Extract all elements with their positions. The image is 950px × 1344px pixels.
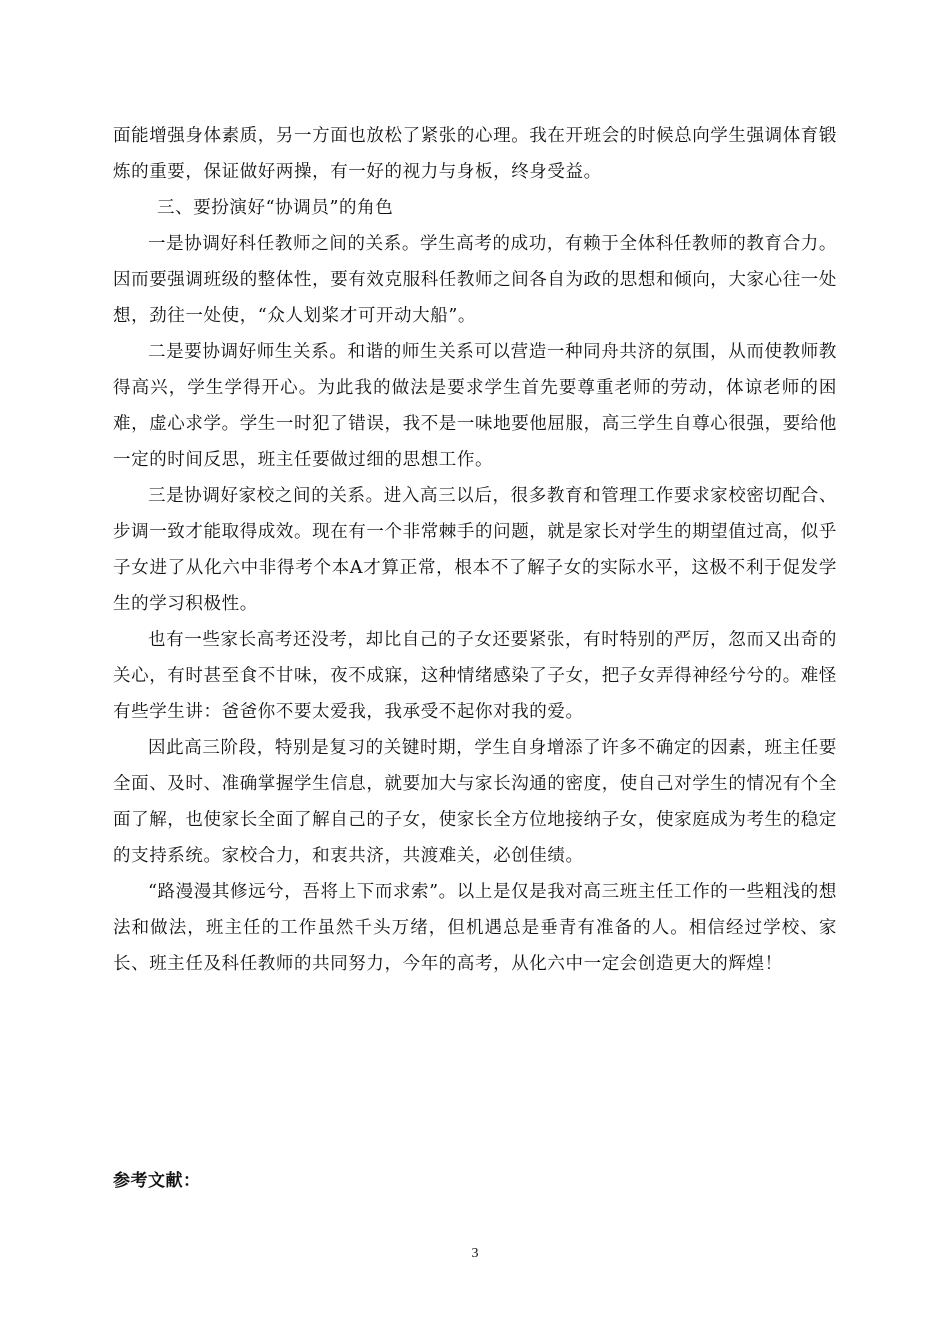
page-number: 3 [471,1246,479,1261]
paragraph: “路漫漫其修远兮，吾将上下而求索”。以上是仅是我对高三班主任工作的一些粗浅的想法和做法，班主任的工作虽然千头万绪，但机遇总是垂青有准备的人。相信经过学校、家长、班主任及科任教师的共同努力，今年的高考，从化六中一定会创造更大的辉煌！ [113,882,837,974]
paragraph: 也有一些家长高考还没考，却比自己的子女还要紧张，有时特别的严厉，忽而又出奇的关心，有时甚至食不甘味，夜不成寐，这种情绪感染了子女，把子女弄得神经兮兮的。难怪有些学生讲：爸爸你不要太爱我，我承受不起你对我的爱。 [113,630,837,722]
paragraph: 因此高三阶段，特别是复习的关键时期，学生自身增添了许多不确定的因素，班主任要全面、及时、准确掌握学生信息，就要加大与家长沟通的密度，使自己对学生的情况有个全面了解，也使家长全面了解自己的子女，使家长全方位地接纳子女，使家庭成为考生的稳定的支持系统。家校合力，和衷共济，共渡难关，必创佳绩。 [113,738,837,866]
section-heading: 三、要扮演好“协调员”的角色 [157,198,394,218]
body-text [113,118,837,982]
references-heading: 参考文献： [113,1171,201,1191]
paragraph: 三是协调好家校之间的关系。进入高三以后，很多教育和管理工作要求家校密切配合、步调一致才能取得成效。现在有一个非常棘手的问题，就是家长对学生的期望值过高，似乎子女进了从化六中非得考个本A才算正常，根本不了解子女的实际水平，这极不利于促发学生的学习积极性。 [113,486,837,614]
paragraph: 一是协调好科任教师之间的关系。学生高考的成功，有赖于全体科任教师的教育合力。因而要强调班级的整体性，要有效克服科任教师之间各自为政的思想和倾向，大家心往一处想，劲往一处使，“众人划桨才可开动大船”。 [113,234,837,326]
paragraph-continued: 面能增强身体素质，另一方面也放松了紧张的心理。我在开班会的时候总向学生强调体育锻炼的重要，保证做好两操，有一好的视力与身板，终身受益。 [113,126,837,182]
paragraph: 二是要协调好师生关系。和谐的师生关系可以营造一种同舟共济的氛围，从而使教师教得高兴，学生学得开心。为此我的做法是要求学生首先要尊重老师的劳动，体谅老师的困难，虚心求学。学生一时犯了错误，我不是一味地要他屈服，高三学生自尊心很强，要给他一定的时间反思，班主任要做过细的思想工作。 [113,342,837,470]
